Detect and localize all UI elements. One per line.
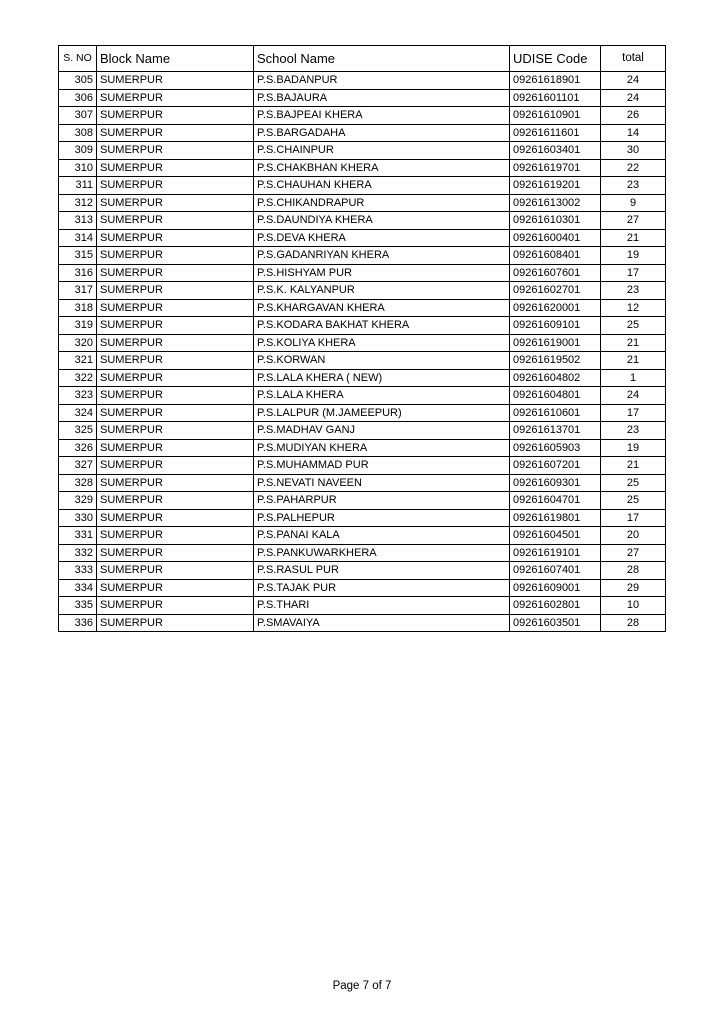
table-row [59,124,666,142]
cell-block-name: SUMERPUR [97,159,254,177]
cell-total: 10 [601,597,666,615]
cell-udise-code: 09261611601 [510,124,601,142]
cell-udise-code: 09261610901 [510,107,601,125]
header-row [59,46,666,72]
table-row [59,544,666,562]
cell-udise-code: 09261613002 [510,194,601,212]
cell-total: 29 [601,579,666,597]
cell-sno: 326 [59,439,97,457]
cell-school-name: P.S.DAUNDIYA KHERA [254,212,510,230]
cell-sno: 321 [59,352,97,370]
cell-total: 27 [601,212,666,230]
table-row [59,387,666,405]
cell-sno: 306 [59,89,97,107]
cell-sno: 336 [59,614,97,632]
cell-total: 27 [601,544,666,562]
table-row [59,369,666,387]
cell-school-name: P.S.LALA KHERA ( NEW) [254,369,510,387]
cell-school-name: P.S.KORWAN [254,352,510,370]
header-school-name: School Name [254,46,510,72]
cell-sno: 311 [59,177,97,195]
cell-block-name: SUMERPUR [97,247,254,265]
table-row [59,107,666,125]
cell-block-name: SUMERPUR [97,527,254,545]
cell-total: 24 [601,89,666,107]
cell-total: 20 [601,527,666,545]
cell-school-name: P.S.BAJPEAI KHERA [254,107,510,125]
cell-total: 21 [601,229,666,247]
cell-udise-code: 09261605903 [510,439,601,457]
table-row [59,439,666,457]
cell-total: 26 [601,107,666,125]
cell-sno: 323 [59,387,97,405]
cell-total: 21 [601,457,666,475]
cell-school-name: P.S.PANKUWARKHERA [254,544,510,562]
page-number: Page 7 of 7 [332,980,392,992]
cell-school-name: P.S.MADHAV GANJ [254,422,510,440]
table-row [59,229,666,247]
cell-sno: 316 [59,264,97,282]
cell-school-name: P.S.KODARA BAKHAT KHERA [254,317,510,335]
cell-school-name: P.S.CHAINPUR [254,142,510,160]
table-row [59,72,666,90]
cell-udise-code: 09261601101 [510,89,601,107]
cell-school-name: P.S.RASUL PUR [254,562,510,580]
cell-udise-code: 09261619001 [510,334,601,352]
table-row [59,527,666,545]
cell-block-name: SUMERPUR [97,457,254,475]
cell-sno: 328 [59,474,97,492]
cell-sno: 308 [59,124,97,142]
cell-udise-code: 09261618901 [510,72,601,90]
cell-block-name: SUMERPUR [97,317,254,335]
cell-block-name: SUMERPUR [97,107,254,125]
cell-school-name: P.S.PANAI KALA [254,527,510,545]
table-row [59,474,666,492]
cell-school-name: P.S.KHARGAVAN KHERA [254,299,510,317]
cell-udise-code: 09261607401 [510,562,601,580]
cell-block-name: SUMERPUR [97,177,254,195]
cell-sno: 325 [59,422,97,440]
cell-udise-code: 09261604501 [510,527,601,545]
cell-udise-code: 09261619502 [510,352,601,370]
cell-udise-code: 09261604801 [510,387,601,405]
cell-sno: 332 [59,544,97,562]
cell-school-name: P.S.NEVATI NAVEEN [254,474,510,492]
school-table [58,45,666,632]
cell-total: 23 [601,422,666,440]
cell-udise-code: 09261613701 [510,422,601,440]
table-row [59,142,666,160]
cell-udise-code: 09261600401 [510,229,601,247]
cell-sno: 334 [59,579,97,597]
cell-sno: 330 [59,509,97,527]
cell-block-name: SUMERPUR [97,142,254,160]
cell-sno: 309 [59,142,97,160]
cell-udise-code: 09261609001 [510,579,601,597]
cell-sno: 318 [59,299,97,317]
header-block-name: Block Name [97,46,254,72]
table-row [59,457,666,475]
table-row [59,317,666,335]
header-total: total [601,46,666,72]
cell-udise-code: 09261602701 [510,282,601,300]
cell-udise-code: 09261609301 [510,474,601,492]
cell-udise-code: 09261608401 [510,247,601,265]
cell-school-name: P.S.GADANRIYAN KHERA [254,247,510,265]
cell-school-name: P.S.TAJAK PUR [254,579,510,597]
cell-block-name: SUMERPUR [97,369,254,387]
table-row [59,282,666,300]
table-row [59,212,666,230]
cell-total: 17 [601,264,666,282]
cell-sno: 313 [59,212,97,230]
cell-udise-code: 09261604701 [510,492,601,510]
cell-total: 30 [601,142,666,160]
cell-block-name: SUMERPUR [97,509,254,527]
cell-block-name: SUMERPUR [97,124,254,142]
cell-school-name: P.S.CHIKANDRAPUR [254,194,510,212]
table-row [59,264,666,282]
cell-block-name: SUMERPUR [97,282,254,300]
cell-udise-code: 09261604802 [510,369,601,387]
cell-school-name: P.S.CHAKBHAN KHERA [254,159,510,177]
cell-udise-code: 09261610601 [510,404,601,422]
cell-total: 24 [601,72,666,90]
cell-school-name: P.S.KOLIYA KHERA [254,334,510,352]
cell-block-name: SUMERPUR [97,474,254,492]
cell-block-name: SUMERPUR [97,194,254,212]
table-header [59,46,666,72]
cell-udise-code: 09261619701 [510,159,601,177]
header-udise-code: UDISE Code [510,46,601,72]
cell-school-name: P.S.MUDIYAN KHERA [254,439,510,457]
cell-block-name: SUMERPUR [97,614,254,632]
cell-sno: 312 [59,194,97,212]
cell-total: 17 [601,404,666,422]
cell-total: 9 [601,194,666,212]
cell-school-name: P.S.BARGADAHA [254,124,510,142]
cell-total: 12 [601,299,666,317]
cell-block-name: SUMERPUR [97,352,254,370]
cell-total: 28 [601,614,666,632]
table-row [59,404,666,422]
cell-school-name: P.S.LALA KHERA [254,387,510,405]
table-row [59,177,666,195]
cell-school-name: P.S.LALPUR (M.JAMEEPUR) [254,404,510,422]
table-row [59,562,666,580]
cell-sno: 327 [59,457,97,475]
cell-block-name: SUMERPUR [97,264,254,282]
cell-total: 21 [601,352,666,370]
cell-sno: 314 [59,229,97,247]
cell-school-name: P.S.THARI [254,597,510,615]
cell-sno: 331 [59,527,97,545]
cell-sno: 315 [59,247,97,265]
cell-udise-code: 09261607601 [510,264,601,282]
table-row [59,334,666,352]
cell-block-name: SUMERPUR [97,299,254,317]
cell-block-name: SUMERPUR [97,544,254,562]
cell-total: 19 [601,247,666,265]
cell-udise-code: 09261609101 [510,317,601,335]
cell-udise-code: 09261610301 [510,212,601,230]
table-body [59,72,666,632]
table-row [59,614,666,632]
table-row [59,597,666,615]
cell-school-name: P.SMAVAIYA [254,614,510,632]
cell-udise-code: 09261620001 [510,299,601,317]
cell-total: 19 [601,439,666,457]
cell-school-name: P.S.HISHYAM PUR [254,264,510,282]
cell-udise-code: 09261603501 [510,614,601,632]
cell-udise-code: 09261602801 [510,597,601,615]
cell-sno: 324 [59,404,97,422]
cell-udise-code: 09261619801 [510,509,601,527]
cell-block-name: SUMERPUR [97,334,254,352]
table-row [59,89,666,107]
table-row [59,509,666,527]
cell-block-name: SUMERPUR [97,492,254,510]
cell-school-name: P.S.MUHAMMAD PUR [254,457,510,475]
cell-block-name: SUMERPUR [97,387,254,405]
cell-total: 17 [601,509,666,527]
cell-sno: 310 [59,159,97,177]
cell-sno: 329 [59,492,97,510]
cell-total: 23 [601,177,666,195]
cell-sno: 335 [59,597,97,615]
cell-sno: 317 [59,282,97,300]
cell-total: 14 [601,124,666,142]
cell-total: 28 [601,562,666,580]
cell-block-name: SUMERPUR [97,439,254,457]
cell-school-name: P.S.PALHEPUR [254,509,510,527]
cell-total: 25 [601,492,666,510]
cell-sno: 305 [59,72,97,90]
cell-block-name: SUMERPUR [97,72,254,90]
cell-total: 24 [601,387,666,405]
header-sno: S. NO [59,46,97,72]
table-row [59,422,666,440]
cell-school-name: P.S.DEVA KHERA [254,229,510,247]
table-row [59,579,666,597]
cell-block-name: SUMERPUR [97,422,254,440]
cell-total: 25 [601,317,666,335]
cell-block-name: SUMERPUR [97,404,254,422]
cell-block-name: SUMERPUR [97,597,254,615]
cell-sno: 307 [59,107,97,125]
cell-udise-code: 09261619201 [510,177,601,195]
cell-block-name: SUMERPUR [97,212,254,230]
table-row [59,247,666,265]
table-row [59,492,666,510]
cell-school-name: P.S.BAJAURA [254,89,510,107]
cell-total: 1 [601,369,666,387]
cell-sno: 319 [59,317,97,335]
cell-block-name: SUMERPUR [97,229,254,247]
cell-block-name: SUMERPUR [97,89,254,107]
table-row [59,194,666,212]
cell-school-name: P.S.K. KALYANPUR [254,282,510,300]
cell-udise-code: 09261603401 [510,142,601,160]
cell-total: 21 [601,334,666,352]
cell-sno: 333 [59,562,97,580]
cell-sno: 322 [59,369,97,387]
cell-block-name: SUMERPUR [97,579,254,597]
cell-total: 23 [601,282,666,300]
cell-udise-code: 09261619101 [510,544,601,562]
cell-school-name: P.S.BADANPUR [254,72,510,90]
table-row [59,159,666,177]
cell-total: 25 [601,474,666,492]
cell-udise-code: 09261607201 [510,457,601,475]
table-row [59,299,666,317]
cell-school-name: P.S.CHAUHAN KHERA [254,177,510,195]
table-row [59,352,666,370]
cell-block-name: SUMERPUR [97,562,254,580]
cell-school-name: P.S.PAHARPUR [254,492,510,510]
cell-sno: 320 [59,334,97,352]
cell-total: 22 [601,159,666,177]
